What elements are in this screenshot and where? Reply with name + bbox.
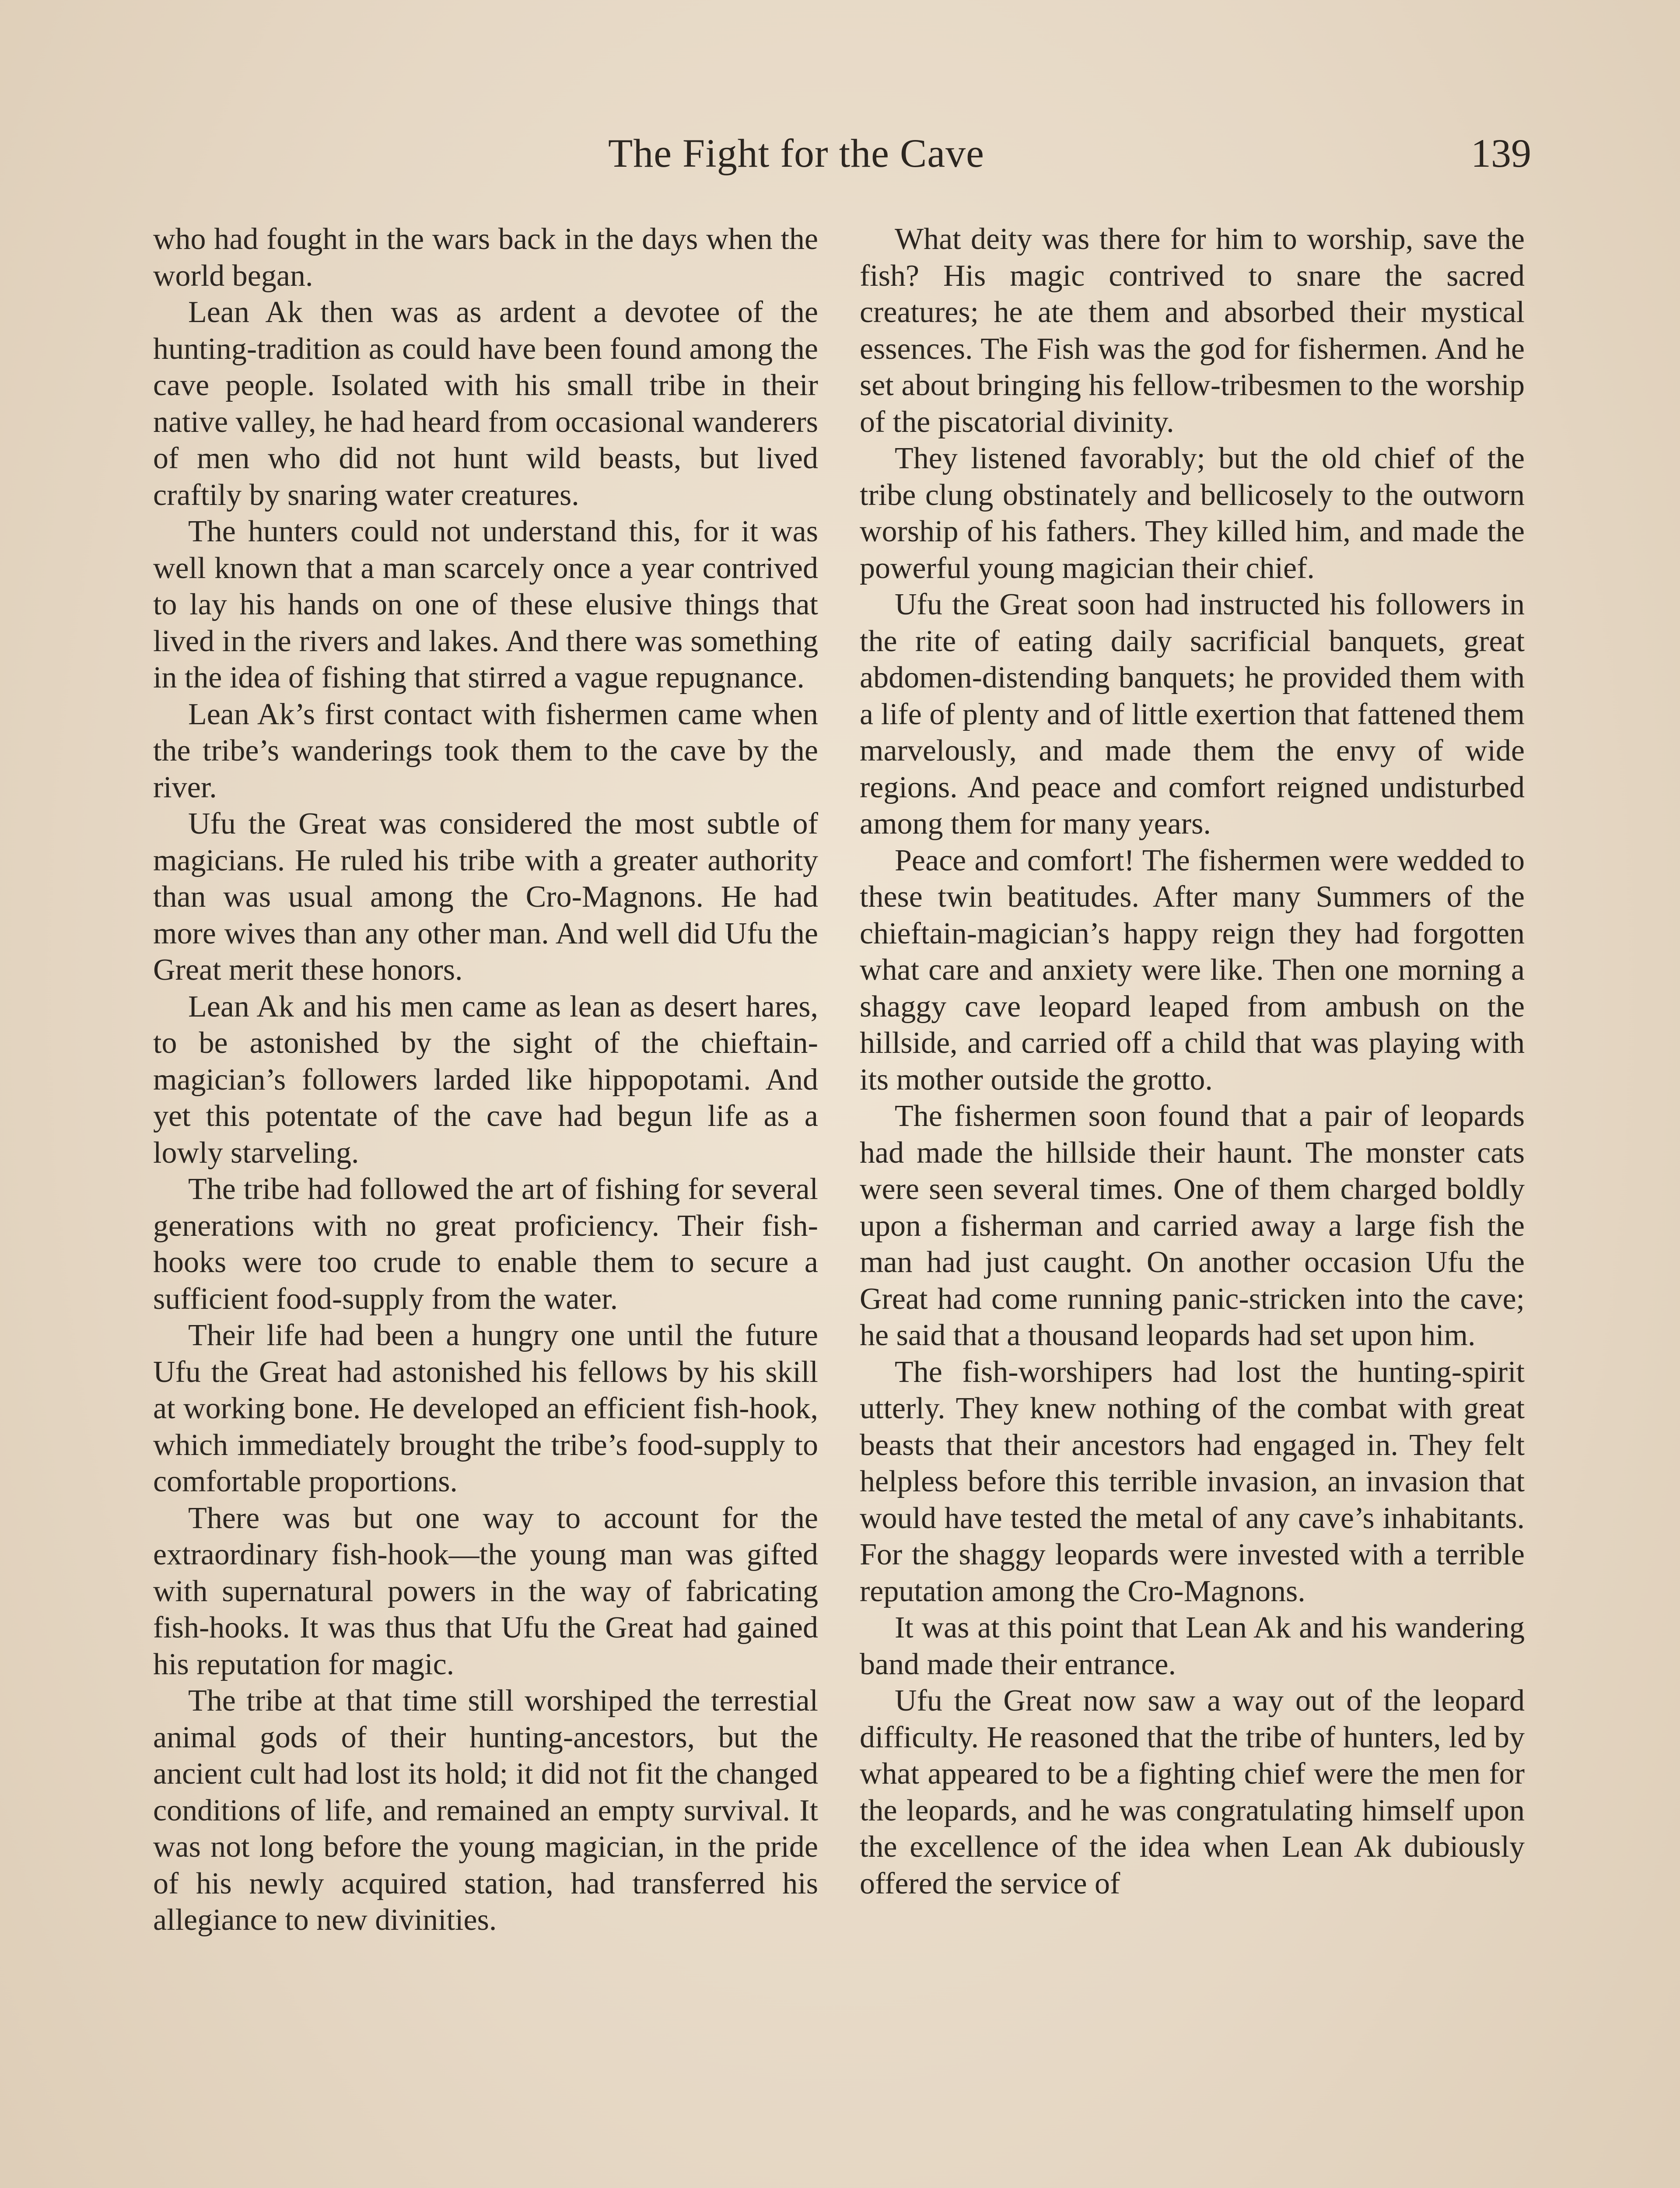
paragraph: Peace and comfort! The fishermen were wedded to these twin beatitudes. After many Summers of the chieftain-magician’s happy reign they had forgotten what care and anxiety were like. Then one morning a shaggy cave leopard leaped from ambush on the hillside, and carried off a child that was playing with its mother outside the grotto. xyxy=(860,843,1525,1097)
paragraph: The tribe at that time still worshiped the terrestial animal gods of their hunting-ancestors, but the ancient cult had lost its hold; it did not fit the changed conditions of life, and remained an empty survival. It was not long before the young magician, in the pride of his newly acquired station, had transferred his allegiance to new divinities. xyxy=(153,1684,818,1937)
paragraph: The tribe had followed the art of fishing for several generations with no great proficiency. Their fish-hooks were too crude to enable them to secure a sufficient food-supply from the water. xyxy=(153,1172,818,1316)
paragraph: who had fought in the wars back in the days when the world began. xyxy=(153,222,818,293)
right-text-column xyxy=(860,221,1525,2188)
paragraph: They listened favorably; but the old chief of the tribe clung obstinately and bellicosely to the outworn worship of his fathers. They killed him, and made the powerful young magician their chief. xyxy=(860,442,1525,585)
left-text-column xyxy=(153,221,818,2188)
paragraph: The fishermen soon found that a pair of leopards had made the hillside their haunt. The monster cats were seen several times. One of them charged boldly upon a fisherman and carried away a large fish the man had just caught. On another occasion Ufu the Great had come running panic-stricken into the cave; he said that a thousand leopards had set upon him. xyxy=(860,1099,1525,1352)
paragraph: Ufu the Great soon had instructed his followers in the rite of eating daily sacrificial banquets, great abdomen-distending banquets; he provided them with a life of plenty and of little exertion that fattened them marvelously, and made them the envy of wide regions. And peace and comfort reigned undisturbed among them for many years. xyxy=(860,588,1525,841)
paragraph: The fish-worshipers had lost the hunting-spirit utterly. They knew nothing of the combat with great beasts that their ancestors had engaged in. They felt helpless before this terrible invasion, an invasion that would have tested the metal of any cave’s inhabitants. For the shaggy leopards were invested with a terrible reputation among the Cro-Magnons. xyxy=(860,1355,1525,1608)
paragraph: It was at this point that Lean Ak and his wandering band made their entrance. xyxy=(860,1611,1525,1681)
page-number: 139 xyxy=(1471,131,1531,175)
running-head: The Fight for the Cave xyxy=(608,131,985,175)
paragraph: What deity was there for him to worship, save the fish? His magic contrived to snare the sacred creatures; he ate them and absorbed their mystical essences. The Fish was the god for fishermen. And he set about bringing his fellow-tribesmen to the worship of the piscatorial divinity. xyxy=(860,222,1525,439)
page-header xyxy=(0,127,1680,188)
paragraph: Ufu the Great was considered the most subtle of magicians. He ruled his tribe with a greater authority than was usual among the Cro-Magnons. He had more wives than any other man. And well did Ufu the Great merit these honors. xyxy=(153,807,818,987)
paragraph: Lean Ak’s first contact with fishermen came when the tribe’s wanderings took them to the cave by the river. xyxy=(153,697,818,804)
paragraph: Lean Ak then was as ardent a devotee of the hunting-tradition as could have been found among the cave people. Isolated with his small tribe in their native valley, he had heard from occasional wanderers of men who did not hunt wild beasts, but lived craftily by snaring water creatures. xyxy=(153,295,818,512)
paragraph: Ufu the Great now saw a way out of the leopard difficulty. He reasoned that the tribe of hunters, led by what appeared to be a fighting chief were the men for the leopards, and he was congratulating himself upon the excellence of the idea when Lean Ak dubiously offered the service of xyxy=(860,1684,1525,1900)
paragraph: Lean Ak and his men came as lean as desert hares, to be astonished by the sight of the chieftain-magician’s followers larded like hippopotami. And yet this potentate of the cave had begun life as a lowly starveling. xyxy=(153,989,818,1170)
paragraph: The hunters could not understand this, for it was well known that a man scarcely once a year contrived to lay his hands on one of these elusive things that lived in the rivers and lakes. And there was something in the idea of fishing that stirred a vague repugnance. xyxy=(153,515,818,694)
paragraph: Their life had been a hungry one until the future Ufu the Great had astonished his fellows by his skill at working bone. He developed an efficient fish-hook, which immediately brought the tribe’s food-supply to comfortable proportions. xyxy=(153,1318,818,1498)
paragraph: There was but one way to account for the extraordinary fish-hook—the young man was gifted with supernatural powers in the way of fabricating fish-hooks. It was thus that Ufu the Great had gained his reputation for magic. xyxy=(153,1501,818,1681)
